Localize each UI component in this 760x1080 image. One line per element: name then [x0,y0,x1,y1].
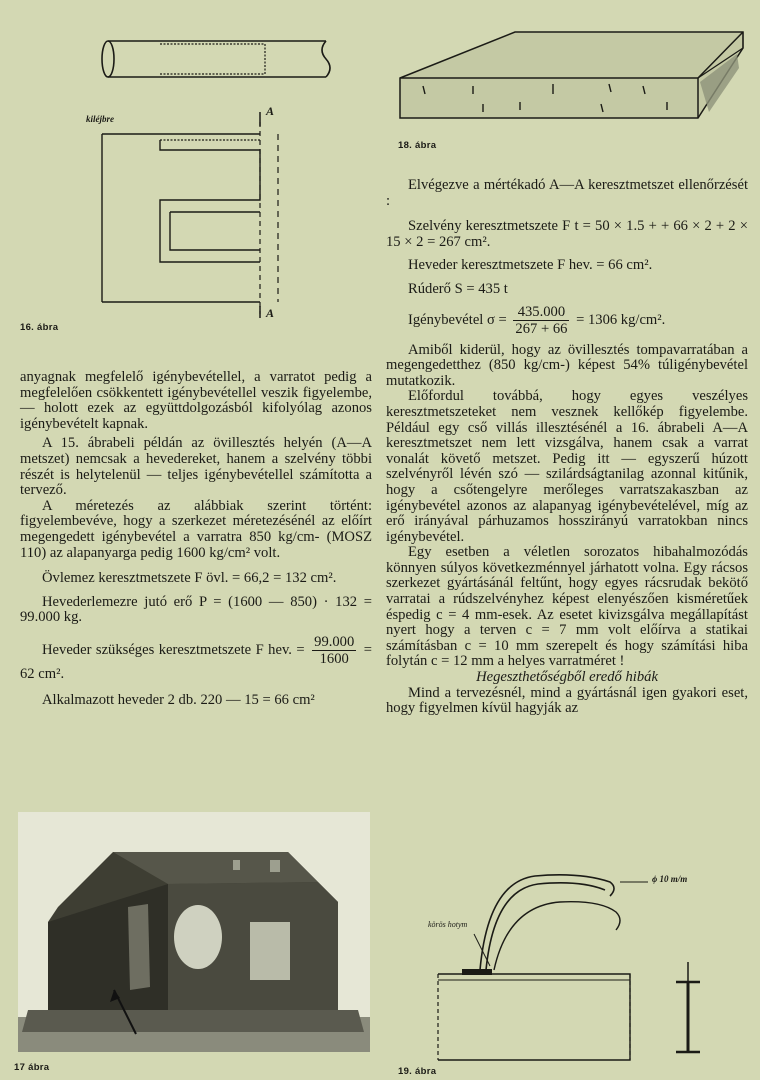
right-f4-den: 267 + 66 [515,320,568,337]
figure-19 [420,862,740,1062]
left-f3-lead: Heveder szükséges keresztmetszete F hev. = [42,641,305,658]
fig16-caption: 16. ábra [20,322,59,333]
right-p5: Mind a tervezésnél, mind a gyártásnál igen gyakori eset, hogy figyelmen kívül hagyják az [386,684,748,717]
fig19-label-left: körös hotym [428,920,468,929]
right-f4-tail: = 1306 kg/cm². [576,311,666,328]
right-f4-lead: Igénybevétel σ = [408,311,507,328]
fig19-caption: 19. ábra [398,1066,437,1077]
left-f2: Hevederlemezre jutó erő P = (1600 — 850) · 132 = 99.000 kg. [20,593,372,626]
fig18-caption: 18. ábra [398,140,437,151]
left-f4: Alkalmazott heveder 2 db. 220 — 15 = 66 cm² [42,691,315,708]
right-f3: Rúderő S = 435 t [408,280,508,297]
right-p4: Egy esetben a véletlen sorozatos hibahalmozódás könnyen súlyos következménnyel járhatott volna. Egy rácsos szerkezet gyártásánál feltűnt, hogy egyes rácsrudak bekötő varratai a rúdszelvényhez képest elenyészően kisméretűek éspedig c = 4 mm-esek. Az esetet kivizsgálva megállapítást nyert hogy a terven c = 7 mm volt előírva a statikai számításban c = 10 mm szerepelt és hogy számítási hiba folytán c = 12 mm a helyes varratméret ! [386,544,748,670]
right-f1: Szelvény keresztmetszete F t = 50 × 1.5 + + 66 × 2 + 2 × 15 × 2 = 267 cm². [386,218,748,250]
left-f3-tail: = 62 cm². [20,641,372,682]
left-column [20,370,372,708]
left-f3-fraction [312,634,356,667]
right-f2: Heveder keresztmetszete F hev. = 66 cm². [408,257,653,274]
left-f3-den: 1600 [319,650,349,667]
fig17-caption: 17 ábra [14,1062,50,1073]
fig16-marker-top: A [266,104,275,118]
figure-17-photo [18,812,370,1052]
left-p3: A méretezés az alábbiak szerint történt: figyelembevéve, hogy a szerkezet méretezésénél az előírt megengedett igénybevétel a varratra 850 kg/cm- (MOSZ 110) az alapanyarga pedig 1600 kg/cm² volt. [20,497,372,561]
figure-16 [60,22,350,322]
figure-18 [395,20,750,140]
right-f4 [386,304,748,337]
left-f3-num: 99.000 [314,633,355,650]
right-p1: Elvégezve a mértékadó A—A keresztmetszet ellenőrzését : [386,177,748,209]
right-f4-fraction [513,304,569,337]
right-f4-num: 435.000 [513,304,569,321]
left-p1: anyagnak megfelelő igénybevétellel, a varratot pedig a megfelelően csökkentett igénybevétellel veszik figyelembe, — holott ezek az együttdolgozásból kifolyólag azonos igénybevételt kapnak. [20,369,372,432]
right-column [386,178,748,717]
fig16-marker-bottom: A [266,306,275,320]
left-p2: A 15. ábrabeli példán az övillesztés helyén (A—A metszet) nemcsak a hevedereket, hanem a szelvény többi részét is helytelenül — teljes igénybevétellel számította a tervező. [20,435,372,499]
left-f3 [20,634,372,683]
right-heading: Hegeszthetőségből eredő hibák [476,669,658,686]
left-f1: Övlemez keresztmetszete F övl. = 66,2 = 132 cm². [42,570,337,587]
fig16-label-left: kiléjbre [86,114,114,124]
right-p3: Előfordul továbbá, hogy egyes veszélyes keresztmetszeteket nem vesznek kellőkép figyelembe. Például egy cső villás illesztésénél a 16. ábrabeli A—A keresztmetszet nem lett vizsgálva, hanem csak a varrat vonalát követő metszet. Pedig itt — egyszerű húzott szelvényről lévén szó — szilárdságtanilag azonnal kitűnik, hogy a csőtengelyre merőleges varratszakaszban az igénybevétel azonos az alapanyag igénybevételével, míg az erő irányával párhuzamos hosszirányú varratokban nincs igénybevétel. [386,388,748,545]
fig19-label-right: ϕ 10 m/m [652,874,688,884]
right-p2: Amiből kiderül, hogy az övillesztés tompavarratában a megengedetthez (850 kg/cm-) képest 54% túligénybevétel mutatkozik. [386,341,748,389]
